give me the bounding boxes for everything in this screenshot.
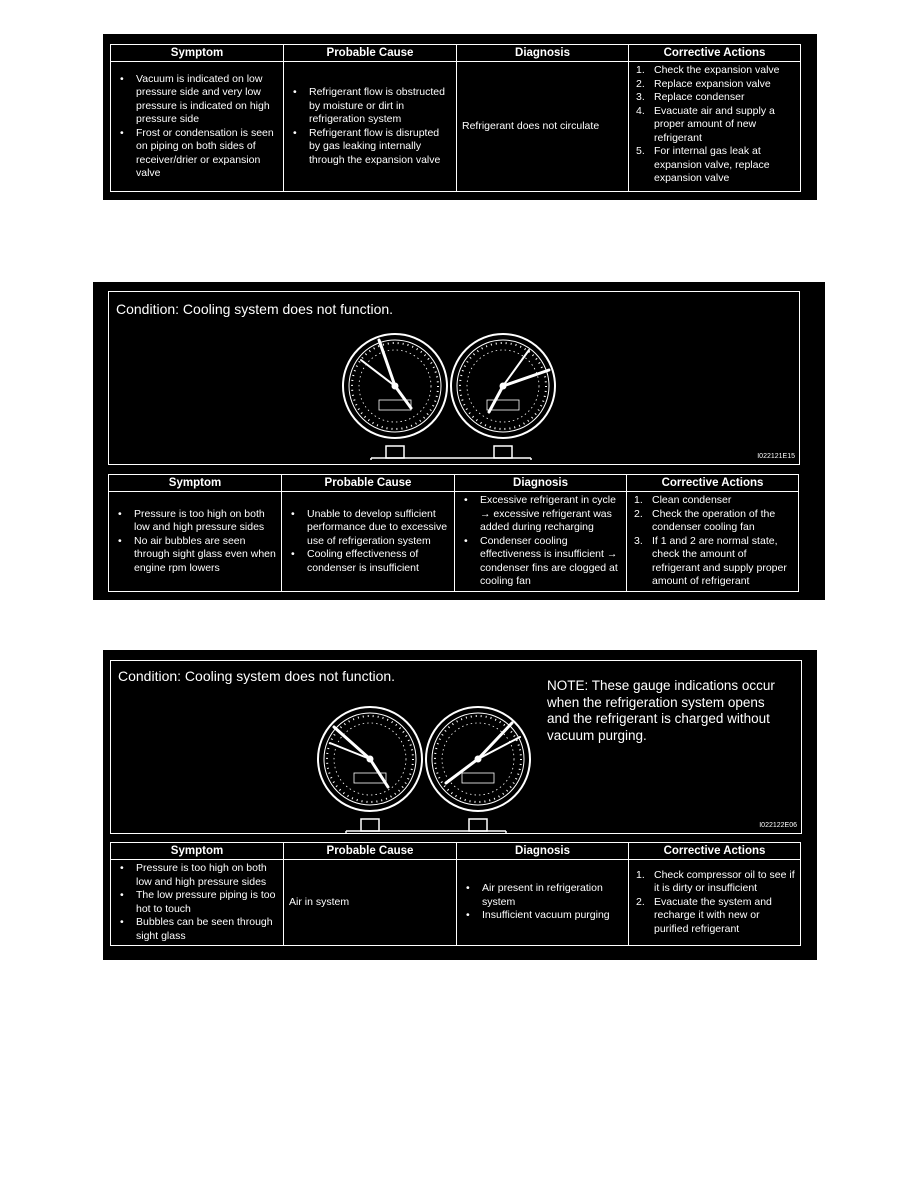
figure-id: I022122E06 [759,822,797,829]
troubleshooting-panel-3 [103,650,817,960]
table-header-row [111,45,801,62]
symptom-item: • Bubbles can be seen through sight glass [136,916,278,943]
symptom-item: • Pressure is too high on both low and high pressure sides [134,508,276,535]
action-item: Check the expansion valve [654,64,780,76]
troubleshooting-panel-2 [93,282,825,600]
action-item: Evacuate air and supply a proper amount of new refrigerant [654,104,775,144]
header-diagnosis: Diagnosis [455,475,627,492]
header-corrective-actions: Corrective Actions [629,843,801,860]
troubleshooting-panel-1 [103,34,817,200]
cause-item: • Unable to develop sufficient performance due to excessive use of refrigeration system [307,508,449,549]
diagnosis-cell: Refrigerant does not circulate [457,62,629,192]
corrective-actions-cell [629,860,801,946]
table-row [111,62,801,192]
action-item: Check compressor oil to see if it is dirty or insufficient [654,868,795,895]
action-item: Clean condenser [652,494,732,507]
header-diagnosis: Diagnosis [457,45,629,62]
table-header-row [109,475,799,492]
probable-cause-cell: Air in system [284,860,457,946]
table-row [109,492,799,592]
probable-cause-cell [284,62,457,192]
table-header-row [111,843,801,860]
cause-item: • Cooling effectiveness of condenser is insufficient [307,548,449,575]
action-item: If 1 and 2 are normal state, check the amount of refrigerant and supply proper amount of refrigerant [652,534,787,588]
figure-id: I022121E15 [757,453,795,460]
header-probable-cause: Probable Cause [284,45,457,62]
header-corrective-actions: Corrective Actions [629,45,801,62]
header-probable-cause: Probable Cause [284,843,457,860]
header-symptom: Symptom [109,475,282,492]
diagnosis-cell [455,492,627,592]
condition-text: Condition: Cooling system does not function. [116,301,394,317]
action-item: Replace condenser [654,91,745,103]
action-item: Replace expansion valve [654,77,771,90]
low-pressure-needles [330,727,388,787]
condition-text: Condition: Cooling system does not function. [118,668,396,684]
action-item: Evacuate the system and recharge it with new or purified refrigerant [654,895,772,935]
troubleshooting-table-3 [110,842,801,946]
gauge-figure-box [110,660,802,834]
symptom-item: • Pressure is too high on both low and high pressure sides [136,862,278,889]
probable-cause-cell [282,492,455,592]
symptom-cell [111,62,284,192]
cause-item: • Refrigerant flow is disrupted by gas leaking internally through the expansion valve [309,127,451,168]
header-corrective-actions: Corrective Actions [627,475,799,492]
diagnosis-item: • Condenser cooling effectiveness is insufficient → condenser fins are clogged at cooling fan [480,535,621,589]
symptom-item: • The low pressure piping is too hot to touch [136,889,278,916]
table-row [111,860,801,946]
header-probable-cause: Probable Cause [282,475,455,492]
action-item: For internal gas leak at expansion valve, replace expansion valve [654,145,770,184]
corrective-actions-cell [629,62,801,192]
manifold-body [371,446,531,460]
header-diagnosis: Diagnosis [457,843,629,860]
header-symptom: Symptom [111,45,284,62]
manifold-gauge-illustration [316,703,536,833]
cause-item: • Refrigerant flow is obstructed by moisture or dirt in refrigeration system [309,86,451,127]
symptom-item: • No air bubbles are seen through sight glass even when engine rpm lowers [134,535,276,576]
troubleshooting-table-2 [108,474,799,592]
note-text: NOTE: These gauge indications occur when the refrigeration system opens and the refrigerant is charged without vacuum purging. [547,678,775,743]
diagnosis-item: • Excessive refrigerant in cycle → excessive refrigerant was added during recharging [480,494,621,535]
diagnosis-cell [457,860,629,946]
manifold-gauge-illustration [341,330,561,460]
diagnosis-item: • Insufficient vacuum purging [482,909,623,923]
symptom-item: • Frost or condensation is seen on piping on both sides of receiver/drier or expansion valve [136,127,278,181]
symptom-item: • Vacuum is indicated on low pressure side and very low pressure is indicated on high pressure side [136,73,278,127]
symptom-cell [111,860,284,946]
troubleshooting-table-1 [110,44,801,192]
corrective-actions-cell [627,492,799,592]
high-pressure-needles [446,723,520,783]
diagnosis-item: • Air present in refrigeration system [482,882,623,909]
manifold-body [346,819,506,833]
low-pressure-needles [361,340,411,408]
symptom-cell [109,492,282,592]
gauge-figure-box [108,291,800,465]
action-item: Check the operation of the condenser cooling fan [652,507,776,534]
header-symptom: Symptom [111,843,284,860]
